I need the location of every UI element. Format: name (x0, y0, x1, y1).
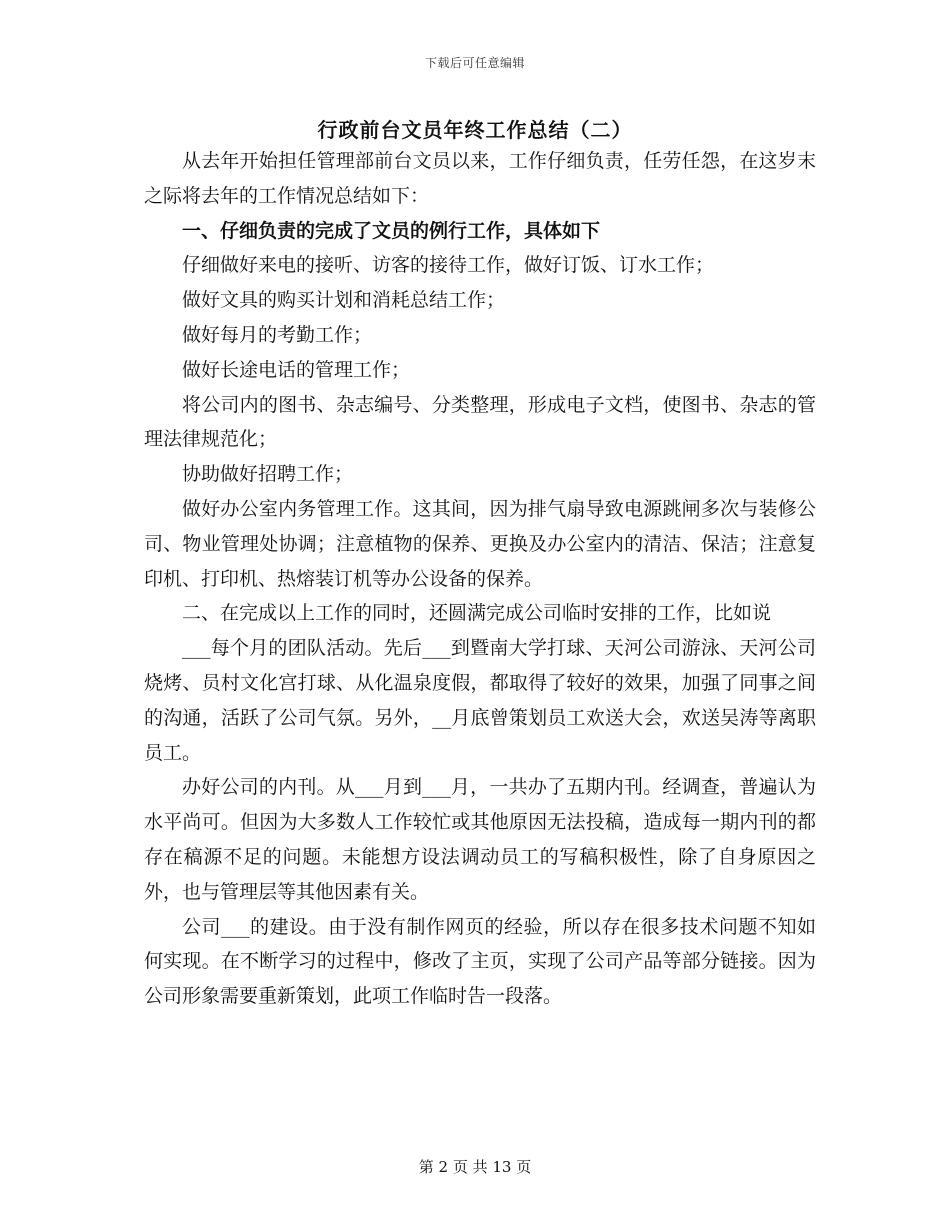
section-heading-1: 一、仔细负责的完成了文员的例行工作，具体如下 (182, 219, 601, 242)
paragraph-item: 仔细做好来电的接听、访客的接待工作，做好订饭、订水工作； (182, 254, 715, 277)
paragraph-item: 办好公司的内刊。从___月到___月，一共办了五期内刊。经调查，普遍认为水平尚可。但因为大多数人工作较忙或其他原因无法投稿，造成每一期内刊的都存在稿源不足的问题。未能想方设法调动员工的写稿积极性，除了自身原因之外，也与管理层等其他因素有关。 (144, 776, 816, 903)
paragraph-item: 做好文具的购买计划和消耗总结工作； (182, 289, 506, 312)
paragraph-item: 将公司内的图书、杂志编号、分类整理，形成电子文档，使图书、杂志的管理法律规范化； (144, 393, 816, 451)
page-footer: 第 2 页 共 13 页 (418, 1158, 532, 1176)
page-header: 下载后可任意编辑 (424, 56, 525, 70)
paragraph-item: 做好长途电话的管理工作； (182, 358, 411, 381)
paragraph-item: 做好办公室内务管理工作。这其间，因为排气扇导致电源跳闸多次与装修公司、物业管理处协调；注意植物的保养、更换及办公室内的清洁、保洁；注意复印机、打印机、热熔装订机等办公设备的保养。 (144, 497, 816, 590)
paragraph-item: 做好每月的考勤工作； (182, 323, 373, 346)
paragraph-item: ___每个月的团队活动。先后___到暨南大学打球、天河公司游泳、天河公司烧烤、员村文化宫打球、从化温泉度假，都取得了较好的效果，加强了同事之间的沟通，活跃了公司气氛。另外，__月底曾策划员工欢送大会，欢送吴涛等离职员工。 (144, 637, 816, 764)
paragraph-item: 协助做好招聘工作； (182, 463, 354, 486)
section-heading-2: 二、在完成以上工作的同时，还圆满完成公司临时安排的工作，比如说 (182, 602, 772, 625)
document-body (144, 144, 816, 1014)
document-title: 行政前台文员年终工作总结（二） (317, 118, 633, 142)
paragraph-item: 公司___的建设。由于没有制作网页的经验，所以存在很多技术问题不知如何实现。在不断学习的过程中，修改了主页，实现了公司产品等部分链接。因为公司形象需要重新策划，此项工作临时告一段落。 (144, 915, 816, 1008)
paragraph-intro: 从去年开始担任管理部前台文员以来，工作仔细负责，任劳任怨，在这岁末之际将去年的工作情况总结如下： (144, 150, 816, 207)
